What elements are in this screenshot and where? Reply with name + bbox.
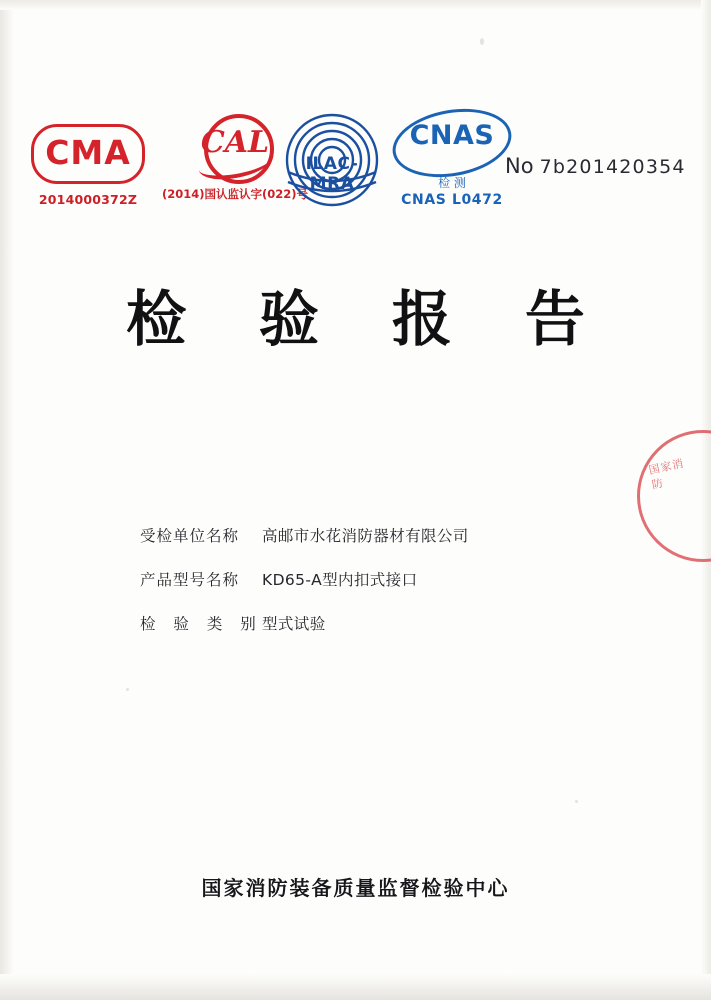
official-red-seal [637,430,711,562]
cma-code: 2014000372Z [38,192,138,207]
scan-speck [126,688,129,691]
field-value-model: KD65-A型内扣式接口 [262,571,418,589]
cnas-subtitle: 检 测 [438,176,466,190]
field-value-category: 型式试验 [262,615,326,633]
field-label-model: 产品型号名称 [140,571,240,589]
scan-speck [480,38,484,45]
cnas-code: CNAS L0472 [401,192,503,208]
field-row [140,524,580,546]
paper-edge-top [0,0,711,10]
field-label-category: 检 验 类 别 [140,615,263,633]
seal-text: 国家消防 [647,456,686,492]
report-number-value: 7b201420354 [539,156,686,178]
certification-marks-row [0,96,711,226]
cnas-mark [382,106,522,208]
cal-letters: CAL [200,125,270,160]
ilac-letters: ILAC-MRA [305,154,359,194]
report-number-label: No [505,154,534,178]
paper-edge-bottom [0,974,711,1000]
ilac-globe-icon [284,112,380,208]
scan-speck [575,800,578,803]
field-row [140,568,580,590]
cnas-badge-icon [392,106,512,180]
issuing-organization: 国家消防装备质量监督检验中心 [201,876,510,900]
field-value-unit: 高邮市水花消防器材有限公司 [262,527,469,545]
cal-code: (2014)国认监认字(022)号 [161,187,309,201]
cal-badge-icon [196,112,274,180]
cma-letters: CMA [45,133,131,172]
field-label-unit: 受检单位名称 [140,527,240,545]
cnas-letters: CNAS [409,120,495,151]
cma-badge-icon [31,124,145,184]
ilac-mra-mark [272,112,392,208]
field-row [140,612,580,634]
report-number [505,154,686,178]
page-title: 检 验 报 告 [126,285,611,355]
report-fields [140,524,580,656]
cma-mark [28,124,148,207]
